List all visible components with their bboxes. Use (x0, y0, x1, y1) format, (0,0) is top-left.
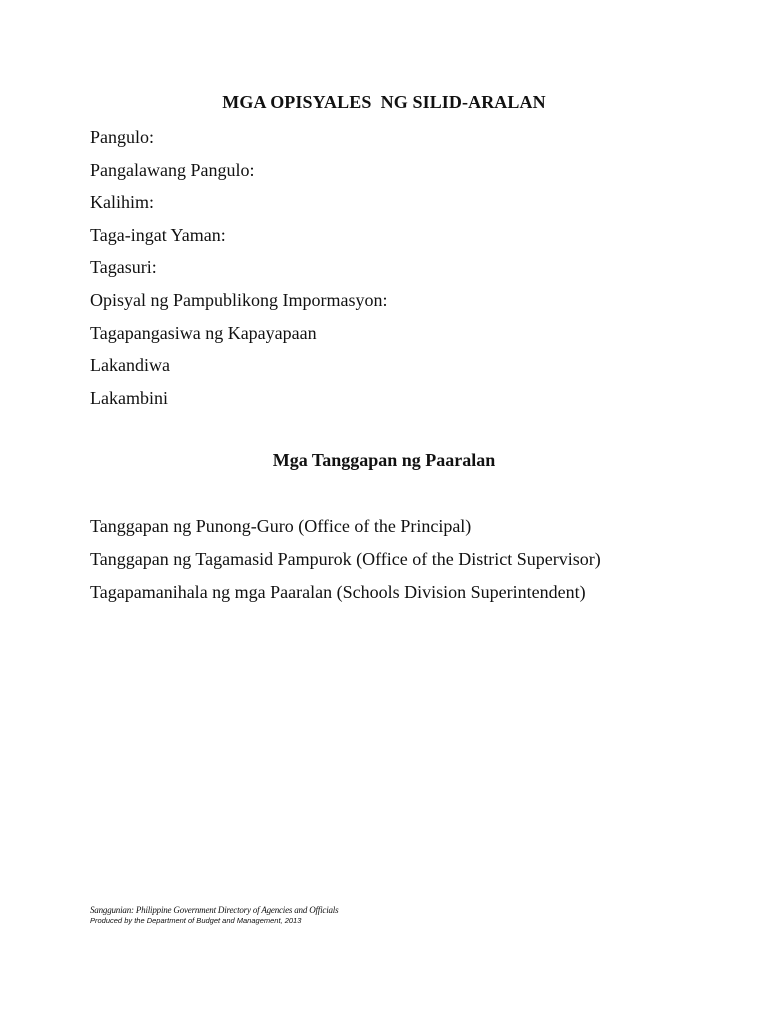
list-item: Tanggapan ng Tagamasid Pampurok (Office of the District Supervisor) (90, 549, 601, 569)
list-item: Lakandiwa (90, 355, 170, 376)
footer-source: Sanggunian: Philippine Government Directory of Agencies and Officials (90, 905, 339, 915)
office-list (90, 513, 601, 612)
list-item: Taga-ingat Yaman: (90, 224, 226, 245)
list-item: Kalihim: (90, 192, 154, 213)
list-item: Tagapamanihala ng mga Paaralan (Schools Division Superintendent) (90, 582, 586, 602)
list-item: Lakambini (90, 387, 168, 408)
officer-list (90, 124, 387, 417)
footer-producer: Produced by the Department of Budget and Management, 2013 (90, 916, 302, 925)
list-item: Tagasuri: (90, 257, 157, 278)
list-item: Pangalawang Pangulo: (90, 159, 255, 180)
section-heading: Mga Tanggapan ng Paaralan (272, 450, 496, 470)
list-item: Tanggapan ng Punong-Guro (Office of the Principal) (90, 516, 472, 536)
list-item: Opisyal ng Pampublikong Impormasyon: (90, 289, 388, 310)
list-item: Tagapangasiwa ng Kapayapaan (90, 322, 317, 343)
footer (90, 905, 338, 926)
page-title: MGA OPISYALES NG SILID-ARALAN (222, 92, 546, 112)
list-item: Pangulo: (90, 127, 155, 147)
